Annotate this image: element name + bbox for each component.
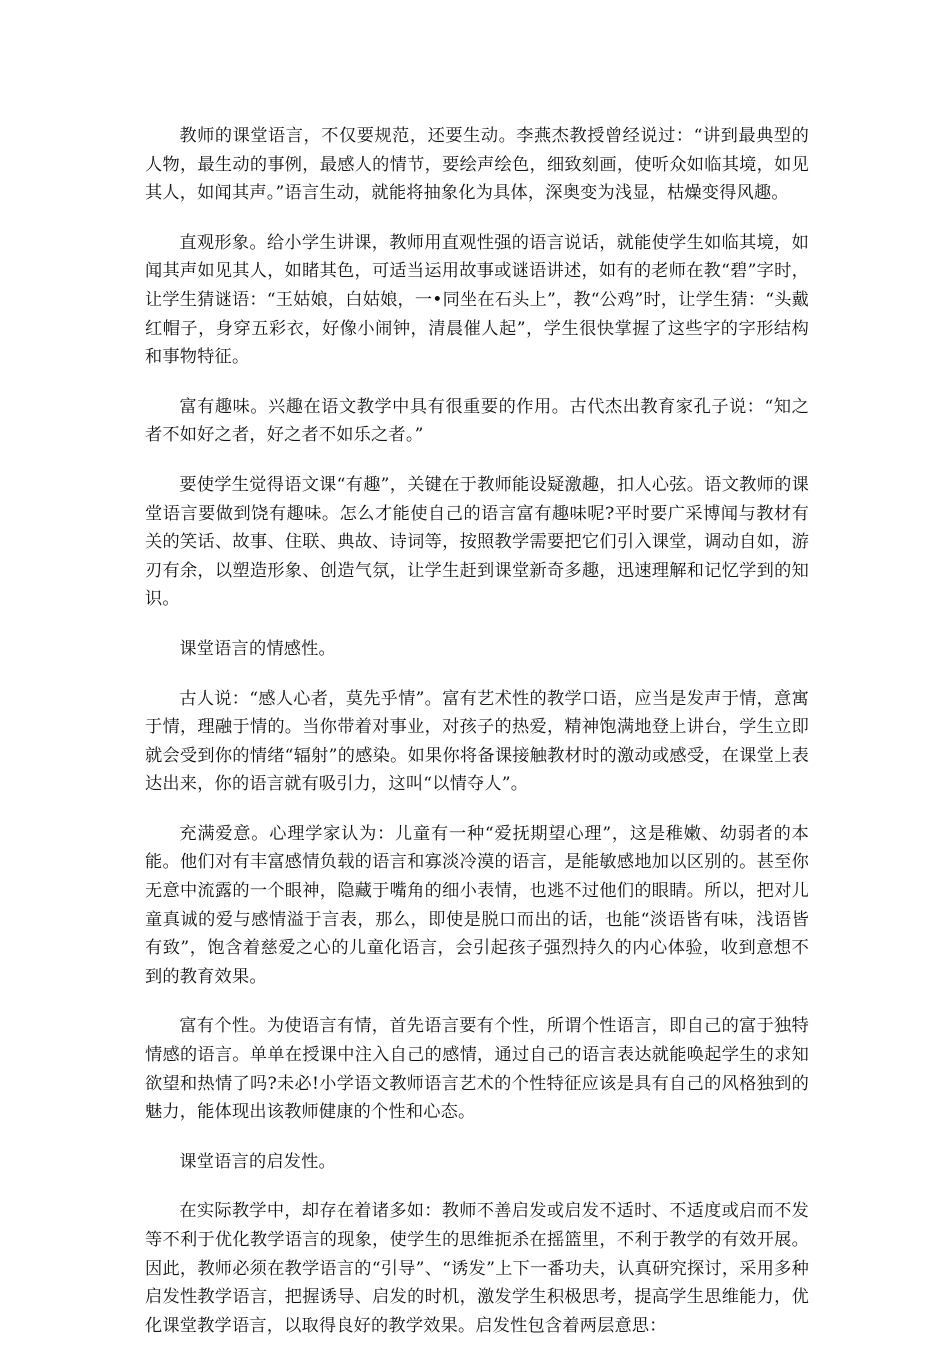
document-body [145,122,809,1361]
paragraph-interesting: 富有趣味。兴趣在语文教学中具有很重要的作用。古代杰出教育家孔子说：“知之者不如好之者，好之者不如乐之者。” [145,396,809,446]
paragraph-intuitive-imagery: 直观形象。给小学生讲课，教师用直观性强的语言说话，就能使学生如临其境，如闻其声如见其人，如睹其色，可适当运用故事或谜语讲述，如有的老师在教“碧”字时，让学生猜谜语：“王姑娘，白姑娘，一•同坐在石头上”，教“公鸡”时，让学生猜：“头戴红帽子，身穿五彩衣，好像小闹钟，清晨催人起”，学生很快掌握了这些字的字形结构和事物特征。 [145,232,809,368]
paragraph-practical-teaching: 在实际教学中，却存在着诸多如：教师不善启发或启发不适时、不适度或启而不发等不利于优化教学语言的现象，使学生的思维扼杀在摇篮里，不利于教学的有效开展。因此，教师必须在教学语言的“引导”、“诱发”上下一番功夫，认真研究探讨，采用多种启发性教学语言，把握诱导、启发的时机，激发学生积极思考，提高学生思维能力，优化课堂教学语言，以取得良好的教学效果。启发性包含着两层意思： [145,1201,809,1336]
paragraph-vivid-language: 教师的课堂语言，不仅要规范，还要生动。李燕杰教授曾经说过：“讲到最典型的人物，最生动的事例，最感人的情节，要绘声绘色，细致刻画，使听众如临其境，如见其人，如闻其声。”语言生动，就能将抽象化为具体，深奥变为浅显，枯燥变得风趣。 [145,126,809,204]
paragraph-make-interesting: 要使学生觉得语文课“有趣”，关键在于教师能设疑激趣，扣人心弦。语文教师的课堂语言要做到饶有趣味。怎么才能使自己的语言富有趣味呢?平时要广采博闻与教材有关的笑话、故事、住联、典故、诗词等，按照教学需要把它们引入课堂，调动自如，游刃有余，以塑造形象、创造气氛，让学生赶到课堂新奇多趣，迅速理解和记忆学到的知识。 [145,474,809,610]
paragraph-ancient-saying: 古人说：“感人心者，莫先乎情”。富有艺术性的教学口语，应当是发声于情，意寓于情，理融于情的。当你带着对事业，对孩子的热爱，精神饱满地登上讲台，学生立即就会受到你的情绪“辐射”的感染。如果你将备课接触教材时的激动或感受，在课堂上表达出来，你的语言就有吸引力，这叫“以情夺人”。 [145,688,809,795]
section-heading-emotion: 课堂语言的情感性。 [179,638,336,659]
section-heading-inspiration: 课堂语言的启发性。 [179,1151,336,1172]
paragraph-personality: 富有个性。为使语言有情，首先语言要有个性，所谓个性语言，即自己的富于独特情感的语言。单单在授课中注入自己的感情，通过自己的语言表达就能唤起学生的求知欲望和热情了吗?未必!小学语文教师语言艺术的个性特征应该是具有自己的风格独到的魅力，能体现出该教师健康的个性和心态。 [145,1016,809,1123]
paragraph-full-of-love: 充满爱意。心理学家认为：儿童有一种“爱抚期望心理”，这是稚嫩、幼弱者的本能。他们对有丰富感情负载的语言和寡淡冷漠的语言，是能敏感地加以区别的。甚至你无意中流露的一个眼神，隐藏于嘴角的细小表情，也逃不过他们的眼睛。所以，把对儿童真诚的爱与感情溢于言表，那么，即使是脱口而出的话，也能“淡语皆有味，浅语皆有致”，饱含着慈爱之心的儿童化语言，会引起孩子强烈持久的内心体验，收到意想不到的教育效果。 [145,823,809,987]
